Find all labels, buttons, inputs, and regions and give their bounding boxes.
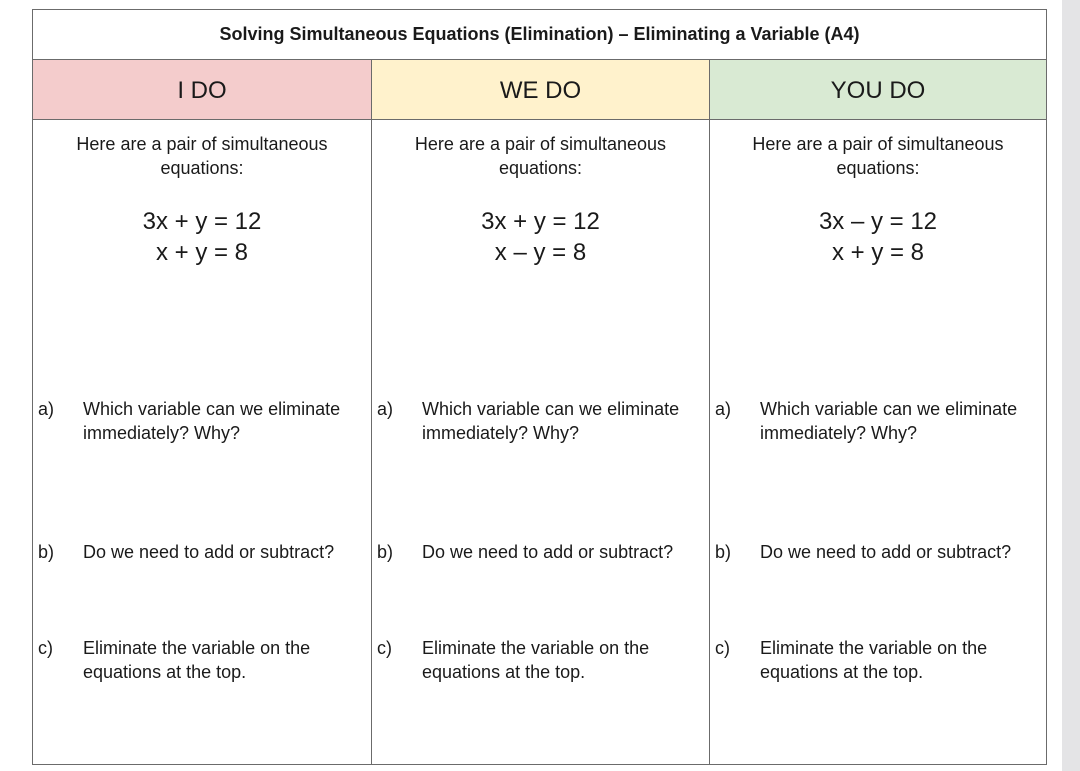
question-text: Which variable can we eliminate immediately? Why? (760, 399, 1018, 443)
question-text: Do we need to add or subtract? (422, 542, 674, 562)
question-text: Which variable can we eliminate immediately? Why? (83, 399, 341, 443)
equation-2: x + y = 8 (831, 239, 925, 266)
question-text: Eliminate the variable on the equations at the top. (83, 638, 311, 682)
question-letter: b) (38, 542, 55, 562)
question-text: Which variable can we eliminate immediately? Why? (422, 399, 680, 443)
question-letter: c) (715, 638, 730, 658)
column-i-do (33, 120, 371, 764)
question-text: Do we need to add or subtract? (83, 542, 335, 562)
question-text: Eliminate the variable on the equations at the top. (760, 638, 988, 682)
heading-you-do: YOU DO (709, 60, 1046, 120)
equation-2: x + y = 8 (155, 239, 249, 266)
equation-1: 3x + y = 12 (481, 208, 600, 235)
question-text: Eliminate the variable on the equations at the top. (422, 638, 650, 682)
equations (33, 206, 371, 268)
equations (710, 206, 1046, 268)
question-text: Do we need to add or subtract? (760, 542, 1012, 562)
heading-i-do: I DO (33, 60, 371, 120)
worksheet-table (32, 9, 1047, 765)
worksheet-title: Solving Simultaneous Equations (Elimination) – Eliminating a Variable (A4) (33, 10, 1046, 60)
intro-text: Here are a pair of simultaneous equations: (414, 134, 667, 178)
equation-2: x – y = 8 (494, 239, 587, 266)
column-you-do (709, 120, 1046, 764)
question-letter: c) (38, 638, 53, 658)
column-we-do (371, 120, 709, 764)
question-letter: a) (38, 399, 55, 419)
equations (372, 206, 709, 268)
equation-1: 3x + y = 12 (142, 208, 262, 235)
question-letter: b) (715, 542, 732, 562)
question-letter: b) (377, 542, 394, 562)
intro-text: Here are a pair of simultaneous equations: (76, 134, 328, 178)
heading-we-do: WE DO (371, 60, 709, 120)
intro-text: Here are a pair of simultaneous equations: (752, 134, 1004, 178)
equation-1: 3x – y = 12 (818, 208, 938, 235)
question-letter: a) (715, 399, 732, 419)
question-letter: a) (377, 399, 394, 419)
viewer-background-edge (1062, 0, 1080, 771)
question-letter: c) (377, 638, 392, 658)
